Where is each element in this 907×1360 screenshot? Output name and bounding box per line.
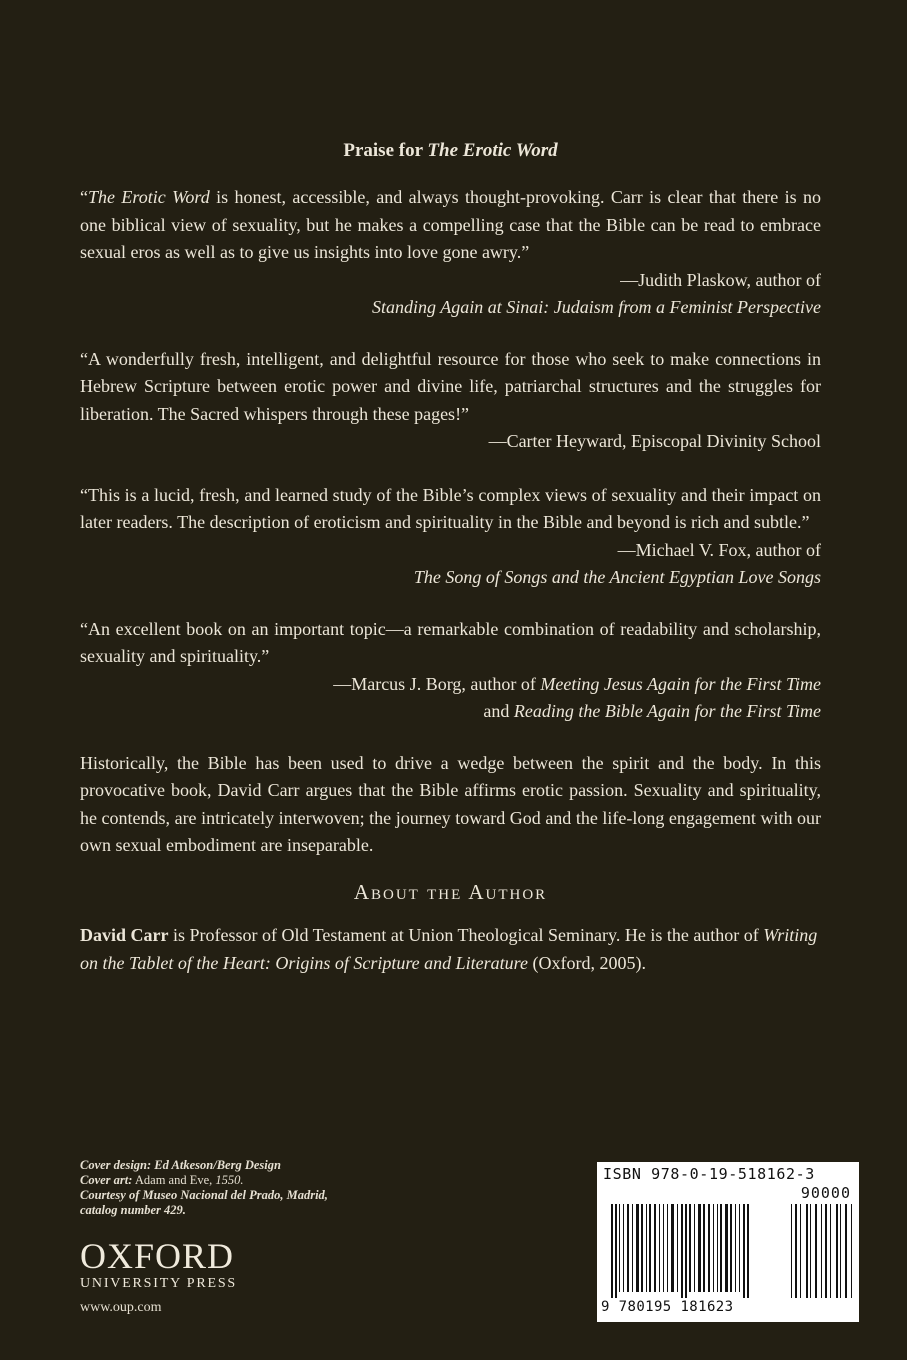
barcode-bar (671, 1204, 674, 1292)
quote-text: “This is a lucid, fresh, and learned study of the Bible’s complex views of sexuality and their impact on later readers. The description of eroticism and spirituality in the Bible and beyond is rich and subtle.” (80, 484, 821, 532)
isbn-barcode (597, 1162, 859, 1322)
barcode-bar (694, 1204, 695, 1292)
author-book: Writing on the Tablet of the Heart: Origins of Scripture and Literature (80, 924, 818, 973)
quote-author: —Marcus J. Borg, author of Meeting Jesus Again for the First Time (333, 673, 821, 694)
about-author-heading: About the Author (353, 879, 548, 904)
barcode-bar (703, 1204, 705, 1292)
barcode-bar (791, 1204, 792, 1298)
praise-heading: Praise for The Erotic Word (343, 140, 558, 161)
barcode-bar (646, 1204, 647, 1292)
barcode-bar (713, 1204, 714, 1292)
barcode-bar (730, 1204, 732, 1292)
barcode-bar (649, 1204, 651, 1292)
barcode-bar (725, 1204, 728, 1292)
ean-digits: 9 780195 181623 (601, 1299, 734, 1315)
barcode-bar (830, 1204, 831, 1298)
quote-work: The Song of Songs and the Ancient Egyptian Love Songs (413, 567, 821, 587)
back-cover-text (80, 140, 821, 977)
barcode-bar (627, 1204, 629, 1292)
barcode-bar (641, 1204, 643, 1292)
quote-text: “The Erotic Word is honest, accessible, and always thought-provoking. Carr is clear that there is no one biblical view of sexuality, but he makes a compelling case that the Bible can be read to embrace sexual eros as well as to give us insights into love gone awry.” (80, 187, 821, 262)
barcode-bar (708, 1204, 710, 1292)
barcode-bars (601, 1204, 855, 1298)
isbn-number: ISBN 978-0-19-518162-3 (603, 1165, 815, 1183)
quote-author: —Carter Heyward, Episcopal Divinity School (488, 431, 821, 451)
quote-text: “An excellent book on an important topic—a remarkable combination of readability and scholarship, sexuality and spirituality.” (80, 618, 821, 666)
quote-work: Standing Again at Sinai: Judaism from a Feminist Perspective (372, 297, 821, 317)
barcode-bar (845, 1204, 847, 1298)
barcode-bar (735, 1204, 736, 1292)
barcode-bar (720, 1204, 722, 1292)
barcode-bar (623, 1204, 624, 1292)
publisher-url: www.oup.com (80, 1300, 162, 1315)
barcode-bar (659, 1204, 660, 1292)
barcode-bar (810, 1204, 811, 1298)
quote-plaskow (80, 184, 821, 322)
quote-author: —Michael V. Fox, author of (617, 539, 821, 560)
barcode-bar (747, 1204, 749, 1298)
price-code: 90000 (800, 1184, 851, 1202)
barcode-bar (611, 1204, 613, 1298)
barcode-bar (825, 1204, 827, 1298)
quote-author: —Judith Plaskow, author of (620, 269, 821, 290)
barcode-bar (685, 1204, 687, 1298)
barcode-bar (636, 1204, 639, 1292)
barcode-bar (717, 1204, 718, 1292)
barcode-bar (821, 1204, 822, 1298)
praise-heading-title: The Erotic Word (427, 140, 558, 161)
quote-text: “A wonderfully fresh, intelligent, and delightful resource for those who seek to make connections in Hebrew Scripture between erotic power and divine life, patriarchal structures and the struggles for liberation. The Sacred whispers through these pages!” (80, 348, 821, 424)
barcode-bar (698, 1204, 701, 1292)
publisher-subtitle: UNIVERSITY PRESS (80, 1276, 238, 1291)
barcode-bar (840, 1204, 841, 1298)
barcode-bar (663, 1204, 664, 1292)
barcode-bar (815, 1204, 817, 1298)
author-bio: David Carr is Professor of Old Testament at Union Theological Seminary. He is the author of Writing on the Tablet of the Heart: Origins of Scripture and Literature (Oxford, 2005). (80, 924, 818, 973)
barcode-bar (836, 1204, 838, 1298)
barcode-bar (632, 1204, 633, 1292)
quote-work: and Reading the Bible Again for the First Time (483, 701, 821, 721)
barcode-bar (851, 1204, 852, 1298)
barcode-bar (681, 1204, 683, 1298)
barcode-bar (619, 1204, 620, 1292)
barcode-bar (677, 1204, 678, 1292)
quote-fox (80, 482, 821, 592)
oxford-logo (80, 1238, 237, 1292)
barcode-bar (667, 1204, 668, 1292)
author-name: David Carr (80, 924, 169, 945)
barcode-bar (654, 1204, 656, 1292)
barcode-bar (739, 1204, 740, 1292)
barcode-bar (795, 1204, 797, 1298)
publisher-name: OXFORD (80, 1236, 235, 1276)
quote-heyward (80, 346, 821, 456)
barcode-bar (743, 1204, 745, 1298)
quote-borg (80, 616, 821, 726)
barcode-bar (689, 1204, 691, 1292)
barcode-bar (806, 1204, 808, 1298)
book-description: Historically, the Bible has been used to drive a wedge between the spirit and the body. In this provocative book, David Carr argues that the Bible affirms erotic passion. Sexuality and spirituality, he contends, are intricately interwoven; the journey toward God and the life-long engagement with our own sexual embodiment are inseparable. (80, 752, 821, 855)
barcode-bar (800, 1204, 801, 1298)
cover-credits: Cover design: Ed Atkeson/Berg Design Cover art: Adam and Eve, 1550. Courtesy of Museo Nacional del Prado, Madrid, catalog number 429. (80, 1158, 328, 1217)
barcode-bar (615, 1204, 617, 1298)
